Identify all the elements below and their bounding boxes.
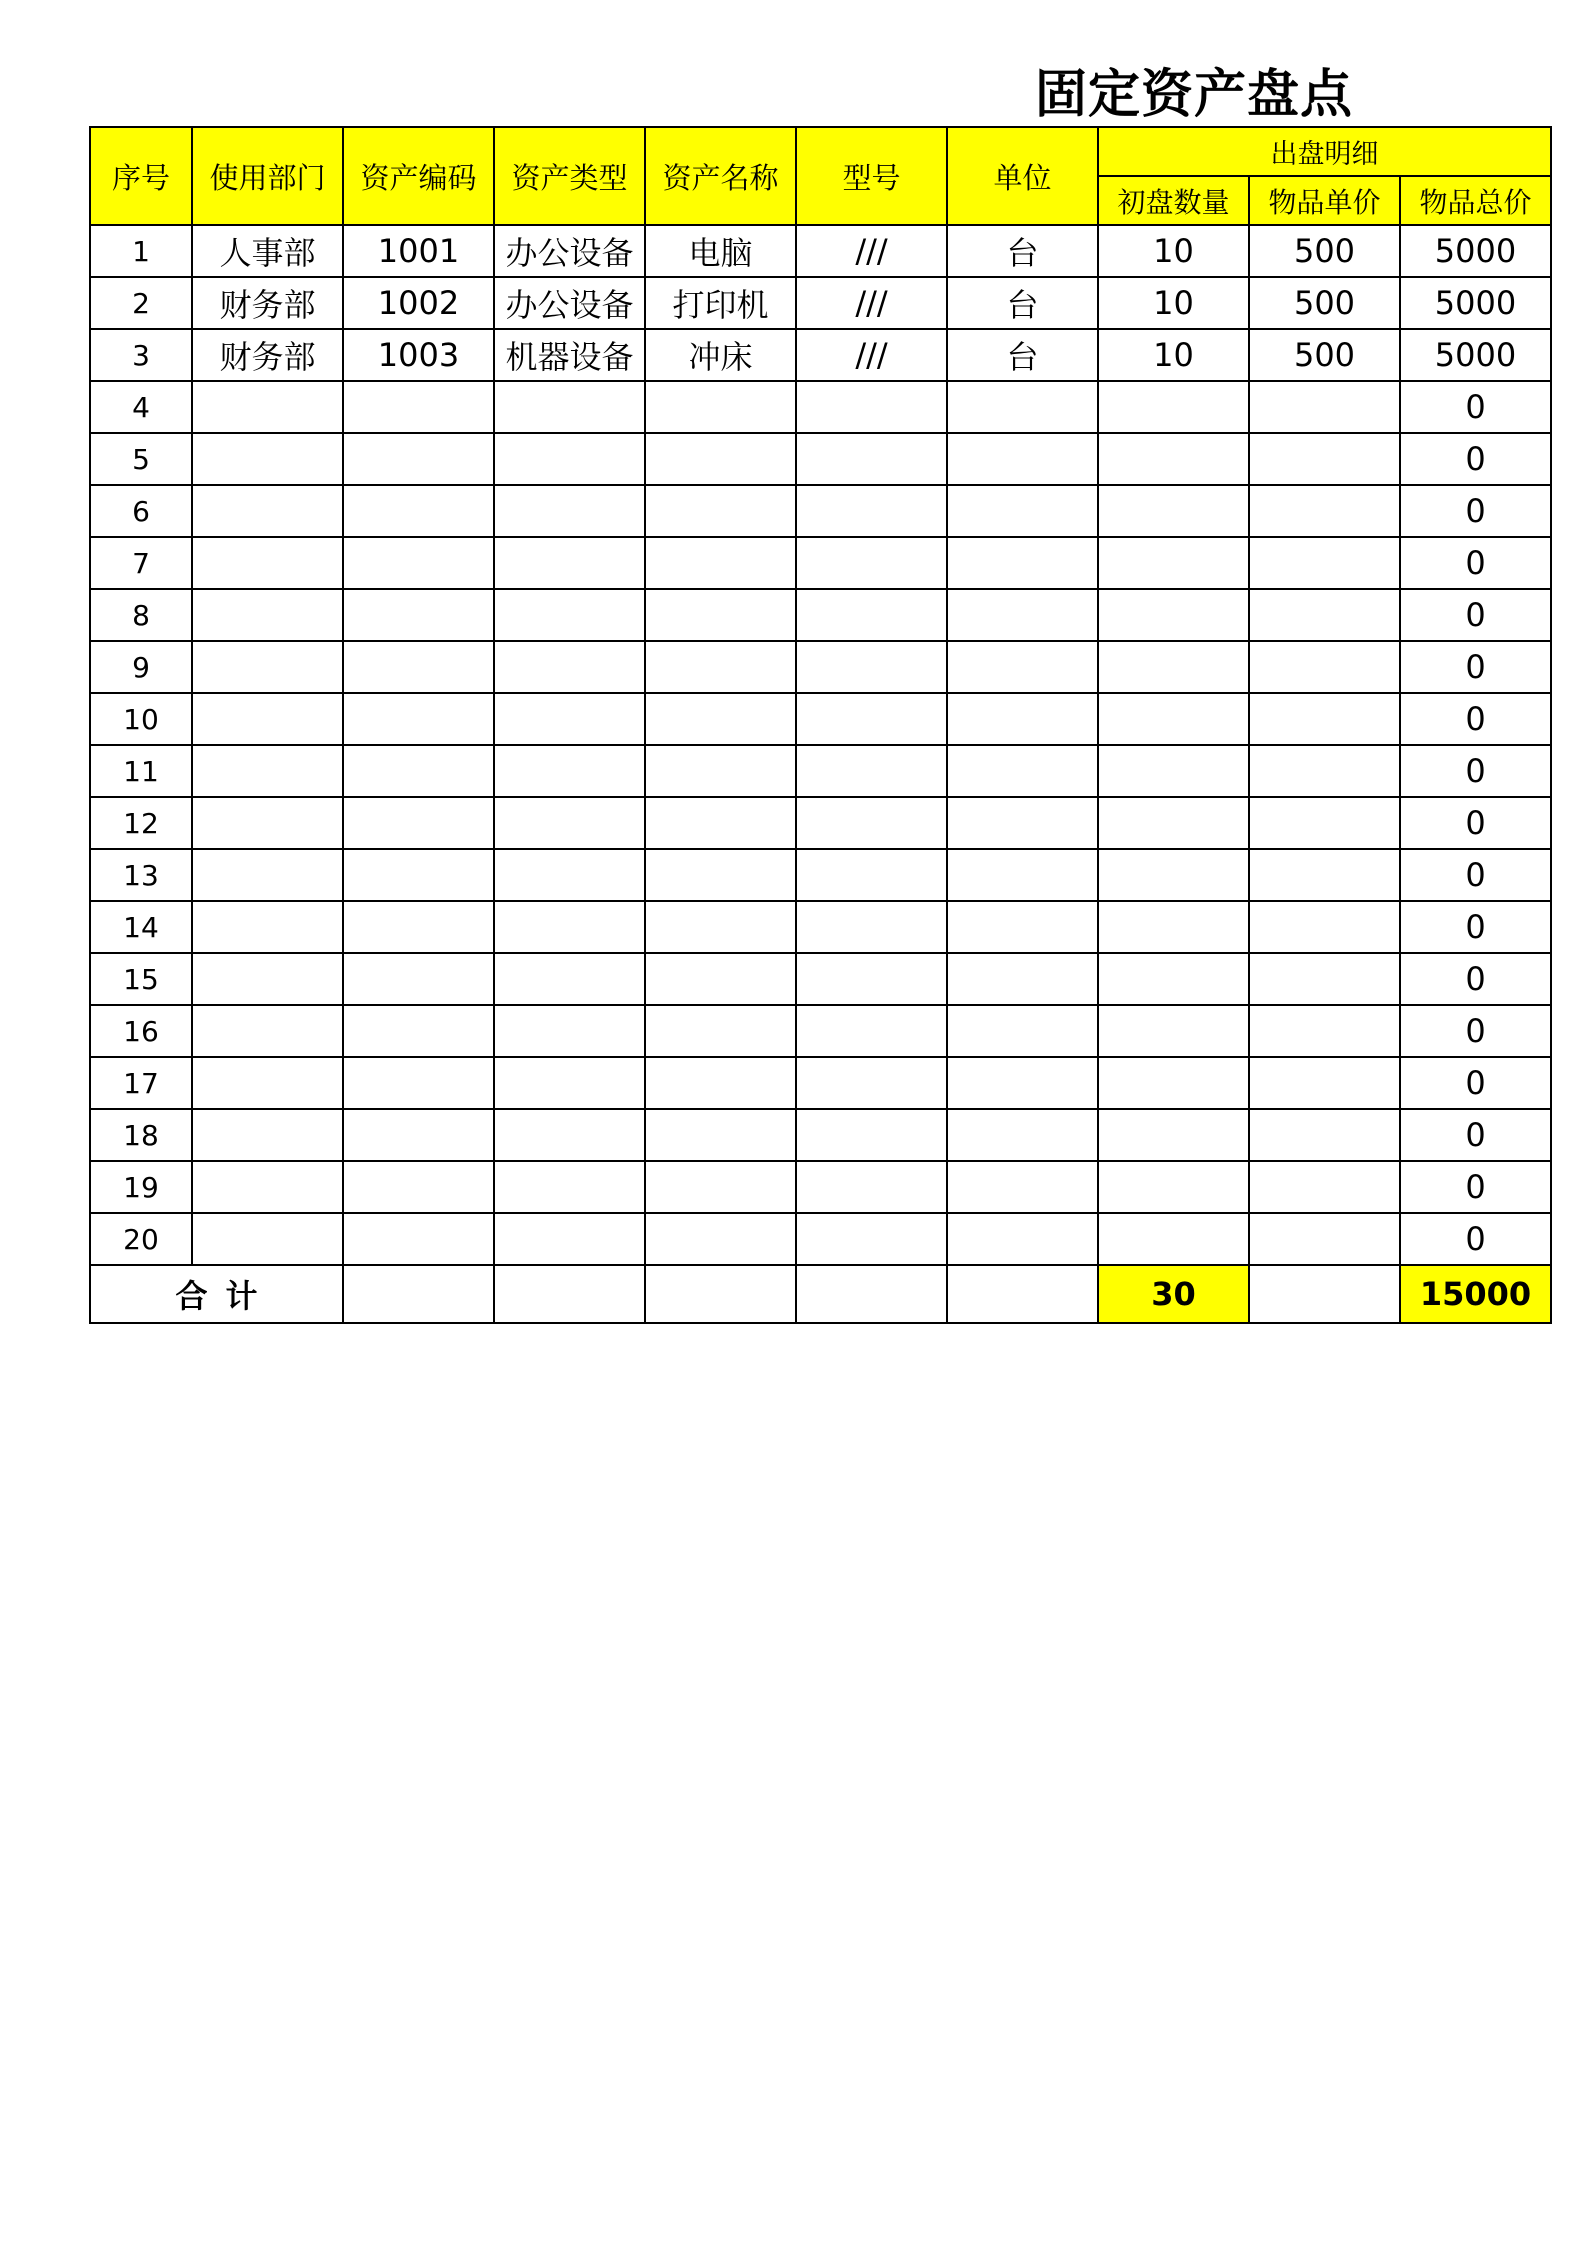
cell-model[interactable] — [796, 1109, 947, 1161]
summary-cell-unit[interactable] — [947, 1265, 1098, 1323]
cell-code[interactable] — [343, 901, 494, 953]
cell-price[interactable] — [1249, 1057, 1400, 1109]
cell-qty[interactable] — [1098, 745, 1249, 797]
summary-row — [90, 1265, 1551, 1323]
header-type[interactable]: 资产类型 — [494, 127, 645, 225]
cell-seq[interactable]: 1 — [90, 225, 192, 277]
cell-qty[interactable]: 10 — [1098, 329, 1249, 381]
cell-dept[interactable] — [192, 485, 343, 537]
header-group-detail[interactable]: 出盘明细 — [1098, 127, 1551, 176]
cell-type[interactable] — [494, 1109, 645, 1161]
cell-code[interactable]: 1002 — [343, 277, 494, 329]
cell-dept[interactable] — [192, 433, 343, 485]
cell-price[interactable] — [1249, 1161, 1400, 1213]
cell-seq[interactable]: 13 — [90, 849, 192, 901]
cell-total[interactable]: 0 — [1400, 901, 1551, 953]
cell-qty[interactable] — [1098, 693, 1249, 745]
cell-total[interactable]: 0 — [1400, 849, 1551, 901]
cell-unit[interactable] — [947, 797, 1098, 849]
cell-code[interactable] — [343, 797, 494, 849]
cell-type[interactable]: 机器设备 — [494, 329, 645, 381]
table-row — [90, 381, 1551, 433]
cell-price[interactable] — [1249, 1005, 1400, 1057]
cell-type[interactable] — [494, 589, 645, 641]
cell-qty[interactable] — [1098, 1057, 1249, 1109]
cell-price[interactable] — [1249, 1109, 1400, 1161]
cell-price[interactable] — [1249, 849, 1400, 901]
cell-name[interactable] — [645, 1109, 796, 1161]
cell-code[interactable] — [343, 1109, 494, 1161]
cell-total[interactable]: 5000 — [1400, 329, 1551, 381]
cell-code[interactable] — [343, 693, 494, 745]
cell-total[interactable]: 0 — [1400, 1057, 1551, 1109]
table-row — [90, 849, 1551, 901]
cell-name[interactable] — [645, 1213, 796, 1265]
cell-seq[interactable]: 9 — [90, 641, 192, 693]
cell-total[interactable]: 0 — [1400, 433, 1551, 485]
cell-dept[interactable]: 财务部 — [192, 277, 343, 329]
cell-seq[interactable]: 6 — [90, 485, 192, 537]
cell-code[interactable] — [343, 485, 494, 537]
cell-type[interactable] — [494, 641, 645, 693]
cell-type[interactable]: 办公设备 — [494, 277, 645, 329]
cell-total[interactable]: 0 — [1400, 381, 1551, 433]
cell-unit[interactable] — [947, 1161, 1098, 1213]
cell-unit[interactable] — [947, 485, 1098, 537]
cell-qty[interactable] — [1098, 641, 1249, 693]
header-dept[interactable]: 使用部门 — [192, 127, 343, 225]
cell-seq[interactable]: 8 — [90, 589, 192, 641]
table-row — [90, 589, 1551, 641]
cell-code[interactable] — [343, 641, 494, 693]
cell-qty[interactable] — [1098, 1213, 1249, 1265]
cell-name[interactable] — [645, 537, 796, 589]
table-row — [90, 485, 1551, 537]
cell-unit[interactable] — [947, 433, 1098, 485]
cell-name[interactable] — [645, 849, 796, 901]
cell-model[interactable] — [796, 641, 947, 693]
cell-dept[interactable] — [192, 589, 343, 641]
table-body — [90, 225, 1551, 1265]
cell-model[interactable] — [796, 1005, 947, 1057]
cell-total[interactable]: 0 — [1400, 641, 1551, 693]
summary-total[interactable]: 15000 — [1400, 1265, 1551, 1323]
cell-price[interactable] — [1249, 901, 1400, 953]
table-row — [90, 1213, 1551, 1265]
cell-qty[interactable] — [1098, 1005, 1249, 1057]
cell-price[interactable]: 500 — [1249, 277, 1400, 329]
summary-label[interactable]: 合计 — [90, 1265, 343, 1323]
cell-model[interactable] — [796, 1161, 947, 1213]
cell-model[interactable] — [796, 797, 947, 849]
cell-seq[interactable]: 18 — [90, 1109, 192, 1161]
header-qty[interactable]: 初盘数量 — [1098, 176, 1249, 225]
cell-code[interactable] — [343, 381, 494, 433]
cell-qty[interactable] — [1098, 381, 1249, 433]
cell-seq[interactable]: 2 — [90, 277, 192, 329]
summary-cell-name[interactable] — [645, 1265, 796, 1323]
cell-price[interactable] — [1249, 1213, 1400, 1265]
cell-price[interactable] — [1249, 433, 1400, 485]
cell-name[interactable] — [645, 1161, 796, 1213]
cell-price[interactable]: 500 — [1249, 329, 1400, 381]
cell-model[interactable] — [796, 1057, 947, 1109]
cell-model[interactable] — [796, 433, 947, 485]
cell-price[interactable] — [1249, 745, 1400, 797]
cell-total[interactable]: 0 — [1400, 485, 1551, 537]
cell-code[interactable] — [343, 1213, 494, 1265]
cell-qty[interactable] — [1098, 537, 1249, 589]
cell-name[interactable] — [645, 693, 796, 745]
cell-model[interactable] — [796, 589, 947, 641]
cell-dept[interactable] — [192, 1109, 343, 1161]
cell-dept[interactable] — [192, 797, 343, 849]
cell-type[interactable] — [494, 1213, 645, 1265]
cell-name[interactable]: 打印机 — [645, 277, 796, 329]
cell-dept[interactable] — [192, 641, 343, 693]
cell-qty[interactable] — [1098, 901, 1249, 953]
cell-unit[interactable] — [947, 537, 1098, 589]
summary-cell-code[interactable] — [343, 1265, 494, 1323]
cell-unit[interactable]: 台 — [947, 329, 1098, 381]
cell-qty[interactable]: 10 — [1098, 225, 1249, 277]
cell-name[interactable] — [645, 641, 796, 693]
cell-price[interactable] — [1249, 485, 1400, 537]
cell-seq[interactable]: 20 — [90, 1213, 192, 1265]
cell-qty[interactable] — [1098, 433, 1249, 485]
table-row — [90, 277, 1551, 329]
cell-dept[interactable] — [192, 381, 343, 433]
cell-name[interactable] — [645, 953, 796, 1005]
cell-total[interactable]: 0 — [1400, 1213, 1551, 1265]
cell-name[interactable] — [645, 589, 796, 641]
cell-qty[interactable] — [1098, 797, 1249, 849]
cell-qty[interactable] — [1098, 1161, 1249, 1213]
cell-total[interactable]: 5000 — [1400, 277, 1551, 329]
cell-unit[interactable] — [947, 1213, 1098, 1265]
cell-model[interactable] — [796, 901, 947, 953]
table-row — [90, 1161, 1551, 1213]
cell-model[interactable] — [796, 693, 947, 745]
cell-code[interactable]: 1003 — [343, 329, 494, 381]
cell-code[interactable] — [343, 849, 494, 901]
cell-price[interactable] — [1249, 693, 1400, 745]
cell-name[interactable] — [645, 485, 796, 537]
cell-type[interactable] — [494, 1161, 645, 1213]
cell-model[interactable] — [796, 537, 947, 589]
cell-unit[interactable] — [947, 1109, 1098, 1161]
cell-total[interactable]: 0 — [1400, 953, 1551, 1005]
cell-seq[interactable]: 19 — [90, 1161, 192, 1213]
cell-type[interactable] — [494, 693, 645, 745]
cell-qty[interactable] — [1098, 849, 1249, 901]
cell-code[interactable] — [343, 1057, 494, 1109]
cell-total[interactable]: 5000 — [1400, 225, 1551, 277]
table-row — [90, 537, 1551, 589]
table-row — [90, 693, 1551, 745]
summary-qty[interactable]: 30 — [1098, 1265, 1249, 1323]
page-title: 固定资产盘点 — [1035, 65, 1354, 125]
header-unit[interactable]: 单位 — [947, 127, 1098, 225]
header-seq[interactable]: 序号 — [90, 127, 192, 225]
cell-unit[interactable] — [947, 901, 1098, 953]
cell-seq[interactable]: 5 — [90, 433, 192, 485]
summary-cell-model[interactable] — [796, 1265, 947, 1323]
cell-price[interactable] — [1249, 797, 1400, 849]
cell-unit[interactable] — [947, 1005, 1098, 1057]
cell-name[interactable]: 电脑 — [645, 225, 796, 277]
cell-dept[interactable] — [192, 1057, 343, 1109]
cell-unit[interactable] — [947, 693, 1098, 745]
cell-price[interactable]: 500 — [1249, 225, 1400, 277]
cell-model[interactable] — [796, 485, 947, 537]
cell-dept[interactable] — [192, 1161, 343, 1213]
cell-dept[interactable] — [192, 693, 343, 745]
summary-cell-price[interactable] — [1249, 1265, 1400, 1323]
cell-type[interactable] — [494, 901, 645, 953]
cell-name[interactable] — [645, 1057, 796, 1109]
cell-model[interactable] — [796, 953, 947, 1005]
cell-unit[interactable]: 台 — [947, 225, 1098, 277]
cell-price[interactable] — [1249, 953, 1400, 1005]
cell-total[interactable]: 0 — [1400, 1161, 1551, 1213]
cell-unit[interactable] — [947, 745, 1098, 797]
cell-type[interactable]: 办公设备 — [494, 225, 645, 277]
cell-seq[interactable]: 4 — [90, 381, 192, 433]
cell-type[interactable] — [494, 433, 645, 485]
cell-code[interactable] — [343, 1161, 494, 1213]
cell-total[interactable]: 0 — [1400, 589, 1551, 641]
cell-type[interactable] — [494, 1057, 645, 1109]
header-name[interactable]: 资产名称 — [645, 127, 796, 225]
cell-unit[interactable] — [947, 589, 1098, 641]
cell-name[interactable]: 冲床 — [645, 329, 796, 381]
cell-dept[interactable] — [192, 901, 343, 953]
cell-code[interactable] — [343, 589, 494, 641]
cell-qty[interactable] — [1098, 485, 1249, 537]
summary-cell-type[interactable] — [494, 1265, 645, 1323]
cell-price[interactable] — [1249, 641, 1400, 693]
cell-seq[interactable]: 10 — [90, 693, 192, 745]
cell-seq[interactable]: 3 — [90, 329, 192, 381]
cell-price[interactable] — [1249, 537, 1400, 589]
header-code[interactable]: 资产编码 — [343, 127, 494, 225]
table-row — [90, 901, 1551, 953]
cell-unit[interactable] — [947, 849, 1098, 901]
table-row — [90, 797, 1551, 849]
cell-name[interactable] — [645, 797, 796, 849]
cell-type[interactable] — [494, 485, 645, 537]
cell-dept[interactable] — [192, 1005, 343, 1057]
cell-name[interactable] — [645, 433, 796, 485]
cell-code[interactable] — [343, 953, 494, 1005]
table-row — [90, 641, 1551, 693]
cell-code[interactable] — [343, 1005, 494, 1057]
cell-model[interactable]: /// — [796, 277, 947, 329]
cell-price[interactable] — [1249, 381, 1400, 433]
cell-seq[interactable]: 17 — [90, 1057, 192, 1109]
cell-seq[interactable]: 7 — [90, 537, 192, 589]
cell-unit[interactable] — [947, 641, 1098, 693]
table-row — [90, 433, 1551, 485]
cell-name[interactable] — [645, 901, 796, 953]
cell-model[interactable] — [796, 1213, 947, 1265]
cell-total[interactable]: 0 — [1400, 745, 1551, 797]
cell-name[interactable] — [645, 381, 796, 433]
cell-unit[interactable] — [947, 1057, 1098, 1109]
table-row — [90, 329, 1551, 381]
cell-dept[interactable] — [192, 849, 343, 901]
cell-type[interactable] — [494, 537, 645, 589]
cell-qty[interactable] — [1098, 953, 1249, 1005]
table-row — [90, 953, 1551, 1005]
header-row — [90, 127, 1551, 176]
cell-dept[interactable]: 人事部 — [192, 225, 343, 277]
cell-model[interactable] — [796, 849, 947, 901]
table-row — [90, 1109, 1551, 1161]
cell-type[interactable] — [494, 849, 645, 901]
cell-name[interactable] — [645, 1005, 796, 1057]
cell-dept[interactable] — [192, 953, 343, 1005]
table-row — [90, 1005, 1551, 1057]
cell-type[interactable] — [494, 381, 645, 433]
table-row — [90, 225, 1551, 277]
table-row — [90, 1057, 1551, 1109]
cell-total[interactable]: 0 — [1400, 693, 1551, 745]
cell-code[interactable] — [343, 745, 494, 797]
cell-seq[interactable]: 14 — [90, 901, 192, 953]
cell-unit[interactable] — [947, 381, 1098, 433]
cell-type[interactable] — [494, 745, 645, 797]
header-price[interactable]: 物品单价 — [1249, 176, 1400, 225]
header-model[interactable]: 型号 — [796, 127, 947, 225]
cell-model[interactable] — [796, 381, 947, 433]
cell-seq[interactable]: 11 — [90, 745, 192, 797]
cell-code[interactable] — [343, 433, 494, 485]
cell-total[interactable]: 0 — [1400, 1005, 1551, 1057]
cell-dept[interactable] — [192, 745, 343, 797]
cell-seq[interactable]: 16 — [90, 1005, 192, 1057]
cell-model[interactable] — [796, 745, 947, 797]
cell-unit[interactable] — [947, 953, 1098, 1005]
cell-seq[interactable]: 12 — [90, 797, 192, 849]
cell-code[interactable] — [343, 537, 494, 589]
cell-qty[interactable] — [1098, 589, 1249, 641]
cell-unit[interactable]: 台 — [947, 277, 1098, 329]
asset-inventory-table — [89, 126, 1552, 1324]
cell-model[interactable]: /// — [796, 329, 947, 381]
cell-type[interactable] — [494, 953, 645, 1005]
cell-qty[interactable] — [1098, 1109, 1249, 1161]
cell-dept[interactable]: 财务部 — [192, 329, 343, 381]
header-total[interactable]: 物品总价 — [1400, 176, 1551, 225]
cell-price[interactable] — [1249, 589, 1400, 641]
table-row — [90, 745, 1551, 797]
cell-total[interactable]: 0 — [1400, 1109, 1551, 1161]
cell-dept[interactable] — [192, 1213, 343, 1265]
cell-total[interactable]: 0 — [1400, 537, 1551, 589]
cell-type[interactable] — [494, 797, 645, 849]
cell-dept[interactable] — [192, 537, 343, 589]
cell-total[interactable]: 0 — [1400, 797, 1551, 849]
cell-model[interactable]: /// — [796, 225, 947, 277]
cell-code[interactable]: 1001 — [343, 225, 494, 277]
cell-seq[interactable]: 15 — [90, 953, 192, 1005]
cell-type[interactable] — [494, 1005, 645, 1057]
cell-name[interactable] — [645, 745, 796, 797]
cell-qty[interactable]: 10 — [1098, 277, 1249, 329]
